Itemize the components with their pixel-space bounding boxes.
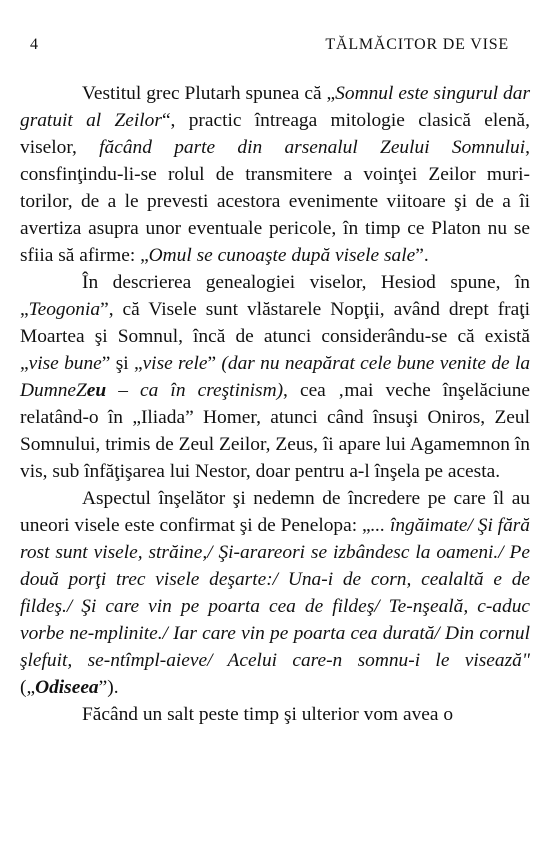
text-run: ”.	[415, 245, 429, 266]
text-run: , consfinţindu-li-se rolul de transmitere a voinţei Zeilor muri-torilor, de a le prevesti acestora evenimente viitoare şi de a îi avertiza asupra unor eventuale pericole, în timp ce Platon nu se sfiia să afirme: „	[20, 137, 530, 266]
italic-text-run: – ca în creştinism)	[106, 380, 284, 401]
running-title: TĂLMĂCITOR DE VISE	[325, 36, 509, 53]
text-run: („	[20, 677, 36, 698]
text-run: ”).	[98, 677, 119, 698]
page-number: 4	[30, 36, 39, 53]
italic-text-run: vise bune	[28, 353, 102, 374]
text-run: ”	[207, 353, 222, 374]
italic-text-run: Omul se cunoaşte după visele sale	[148, 245, 416, 266]
body-text	[20, 80, 530, 728]
text-run: Aspectul înşelător şi nedemn de încredere pe care îl au uneori visele este confirmat şi de Penelopa: „	[20, 488, 530, 536]
paragraph-3	[20, 485, 530, 701]
italic-text-run: Teogonia	[28, 299, 101, 320]
text-run: “, practic întreaga mitologie clasică elenă, viselor,	[20, 110, 531, 158]
text-run: Vestitul grec Plutarh spunea că „	[82, 83, 336, 104]
text-run: ”, că Visele sunt vlăstarele Nopţii, având drept fraţi Moartea şi Somnul, încă de atunci considerându-se că există „	[20, 299, 530, 374]
italic-text-run: Odiseea	[35, 677, 99, 698]
italic-text-run: eu	[86, 380, 107, 401]
paragraph-2	[20, 269, 530, 485]
italic-text-run: vise rele	[142, 353, 208, 374]
italic-text-run: (dar nu neapărat cele bune venite de la DumneZ	[20, 353, 531, 401]
text-run: În descrierea genealogiei viselor, Hesiod spune, în „	[20, 272, 530, 320]
paragraph-1	[20, 80, 530, 269]
italic-text-run: ... îngăimate/ Şi fără rost sunt visele, străine,/ Şi-arareori se izbândesc la oameni./ Pe două porţi trec visele deşarte:/ Una-i de corn, cealaltă e de fildeş./ Şi care vin pe poarta cea de fildeş/ Te-nşeală, c-aduc vorbe ne-mplinite./ Iar care vin pe poarta cea durată/ Din cornul şlefuit, se-ntîmpl-aieve/ Acelui care-n somnu-i le visează"	[20, 515, 531, 671]
text-run: ” şi „	[101, 353, 143, 374]
page-header	[30, 36, 509, 60]
italic-text-run: făcând parte din arsenalul Zeului Somnului	[99, 137, 526, 158]
paragraph-4	[20, 701, 530, 728]
text-run: Făcând un salt peste timp şi ulterior vom avea o	[82, 704, 454, 725]
italic-text-run: Somnul este singurul dar gratuit al Zeilor	[20, 83, 530, 131]
text-run: , cea ‚mai veche înşelăciune relatând-o în „Iliada” Homer, atunci când însuşi Oniros, Zeul Somnului, trimis de Zeul Zeilor, Zeus, îi apare lui Agamemnon în vis, sub înfăţişarea lui Nestor, doar pentru a-l înşela pe acesta.	[20, 380, 530, 482]
